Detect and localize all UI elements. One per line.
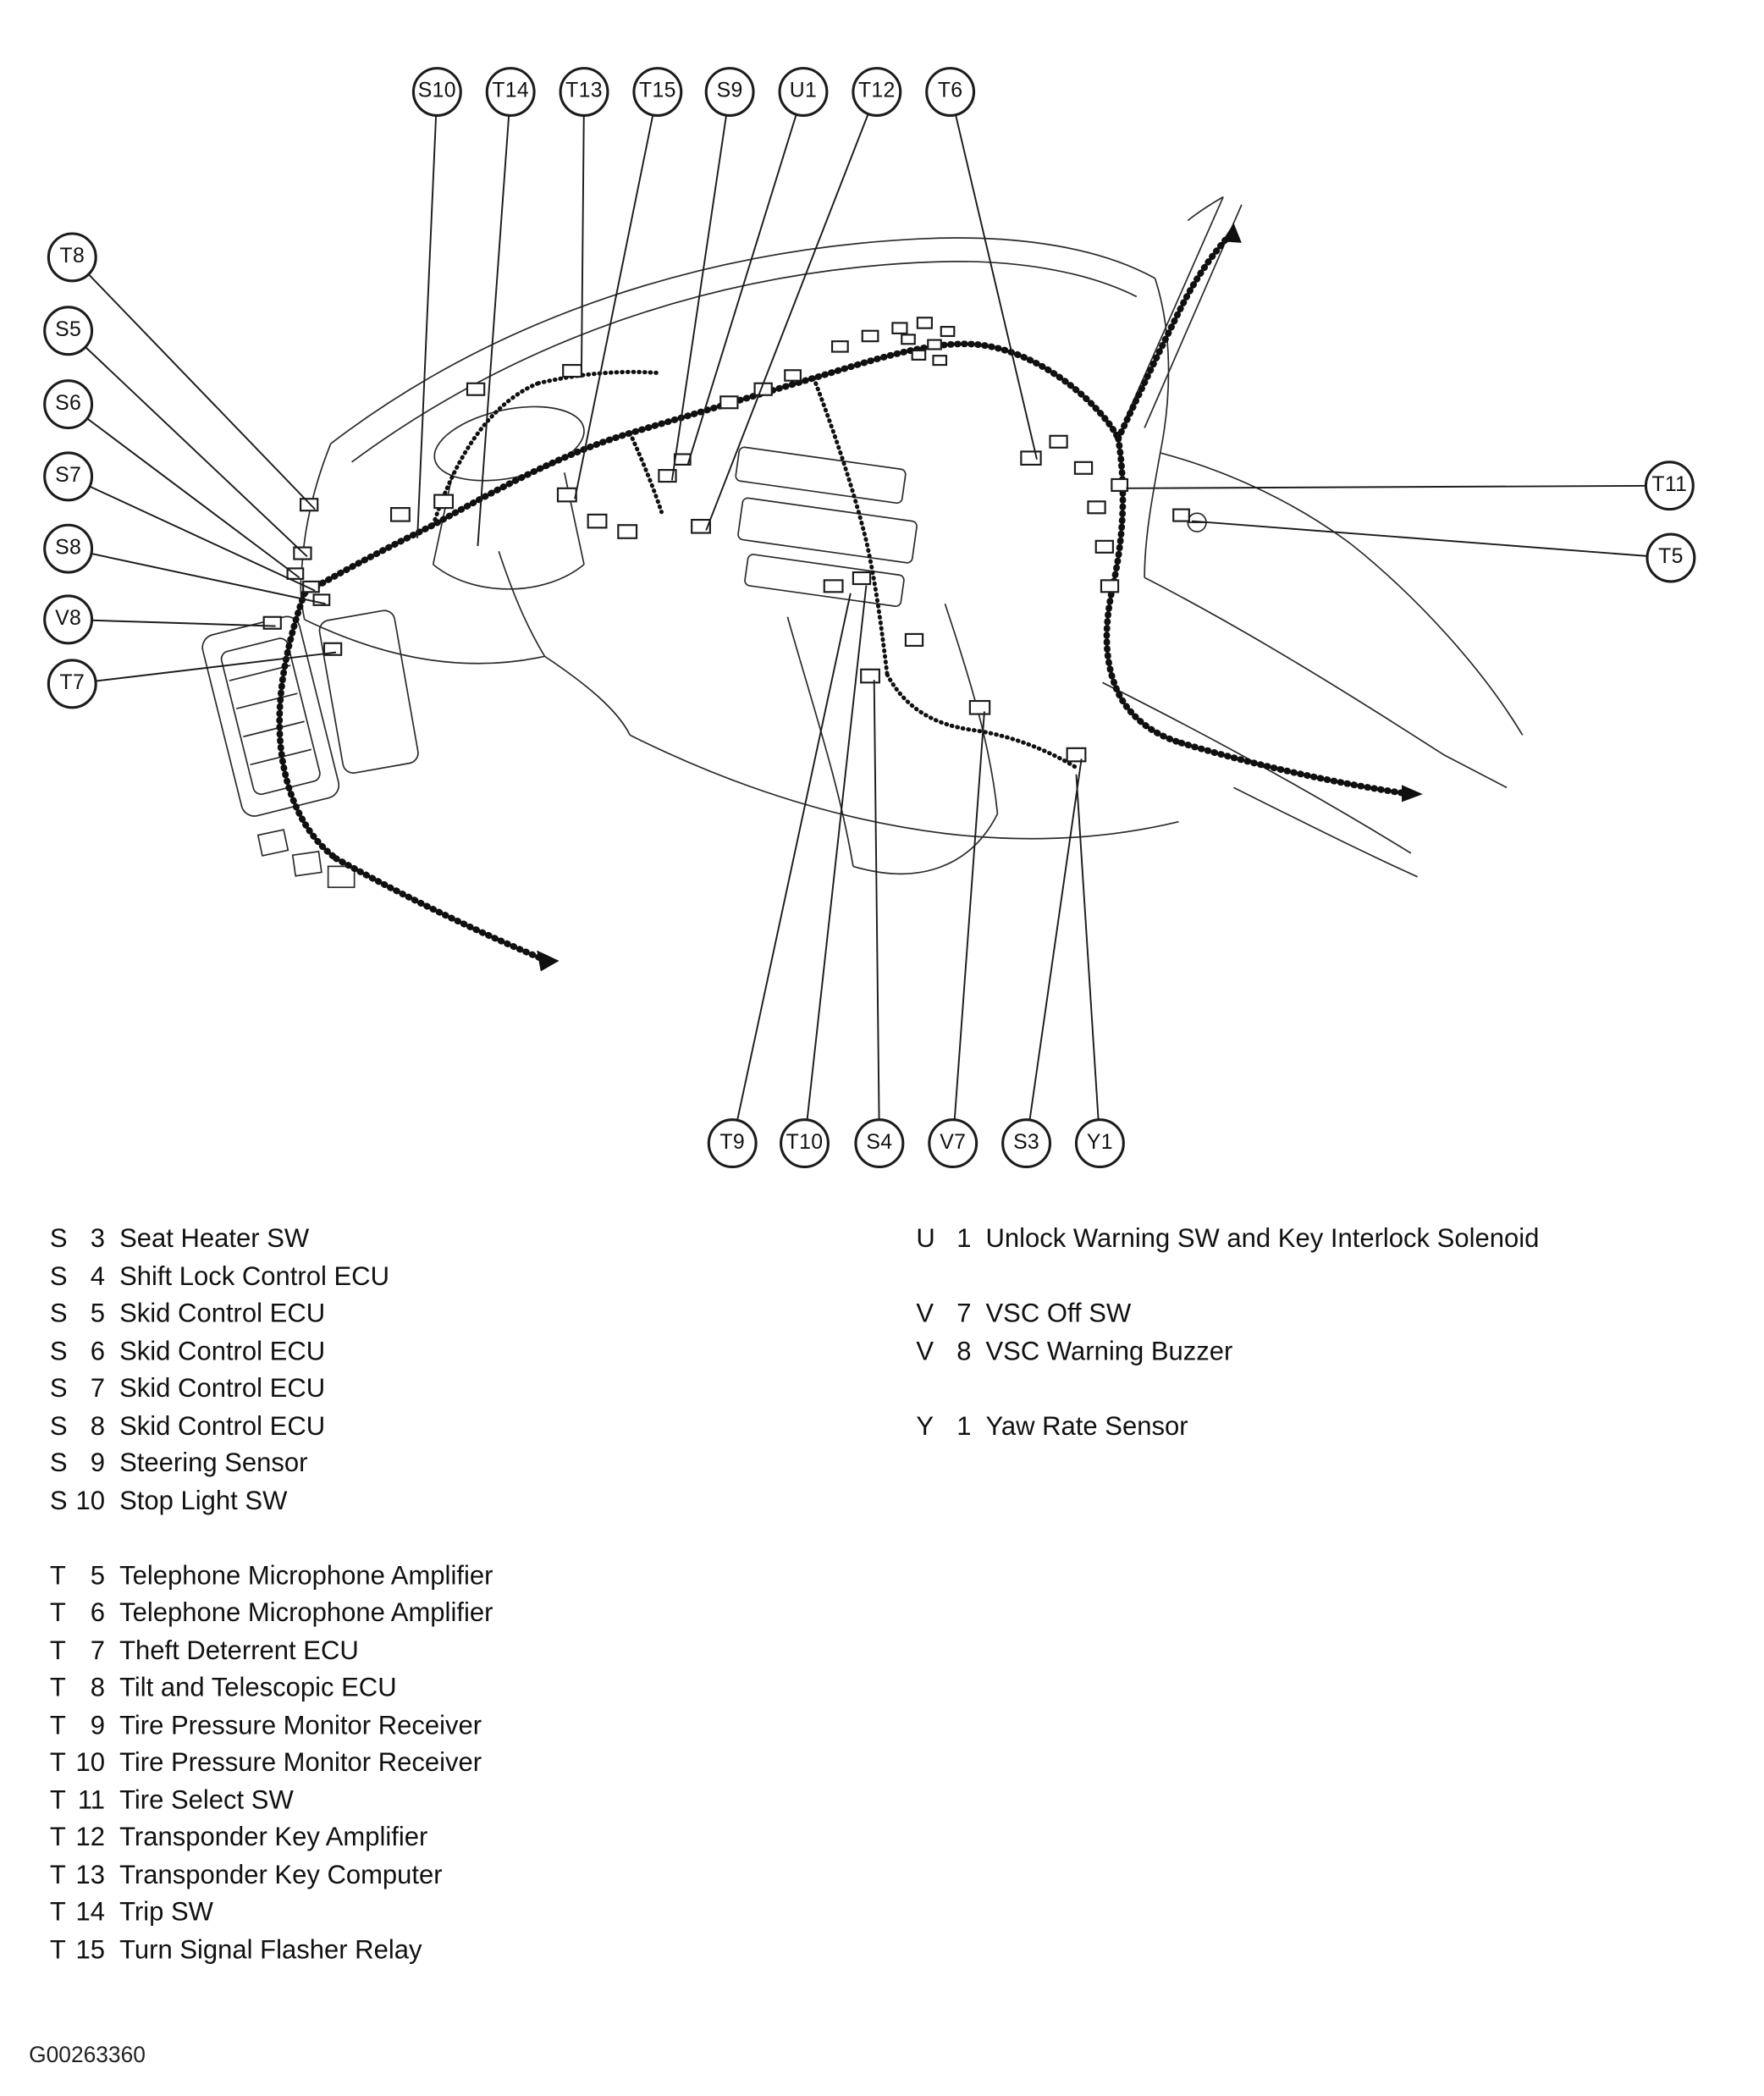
legend-name: Telephone Microphone Amplifier	[119, 1561, 493, 1591]
legend-code: T	[49, 1823, 66, 1852]
callout-S6	[43, 379, 93, 429]
legend-code: S	[49, 1224, 68, 1254]
legend-row-T10	[50, 1745, 493, 1782]
legend-name: Theft Deterrent ECU	[119, 1635, 359, 1665]
legend-num: 7	[90, 1374, 106, 1404]
legend-row-V8	[916, 1333, 1539, 1371]
callout-T8	[47, 232, 97, 282]
legend-code: T	[49, 1635, 66, 1665]
legend-left-column	[50, 1221, 493, 1969]
legend-num: 8	[956, 1337, 972, 1366]
legend-name: Yaw Rate Sensor	[985, 1411, 1188, 1441]
callout-label: S9	[716, 80, 743, 102]
legend-code: Y	[916, 1411, 934, 1441]
legend-row-T15	[50, 1932, 493, 1969]
callout-label: T5	[1658, 546, 1684, 569]
legend-code: T	[49, 1860, 66, 1890]
legend-name: Skid Control ECU	[119, 1374, 326, 1404]
callout-label: Y1	[1086, 1131, 1113, 1154]
callout-T6	[925, 67, 975, 117]
legend-num: 6	[90, 1337, 106, 1366]
legend-code: T	[49, 1785, 66, 1815]
callout-S3	[1001, 1118, 1051, 1168]
callout-T14	[486, 67, 536, 117]
callout-label: V7	[940, 1131, 967, 1154]
legend-code: S	[49, 1374, 68, 1404]
callout-T5	[1645, 533, 1695, 583]
figure-id: G00263360	[29, 2042, 146, 2068]
callout-label: T11	[1651, 473, 1688, 497]
legend-name: Trip SW	[119, 1898, 213, 1928]
legend-num: 1	[956, 1224, 972, 1254]
legend-code: T	[49, 1674, 66, 1703]
legend-row-T12	[50, 1819, 493, 1856]
callout-label: S10	[417, 80, 456, 102]
callout-label: S3	[1013, 1131, 1040, 1154]
legend-name: Skid Control ECU	[119, 1411, 326, 1441]
legend-num: 7	[956, 1299, 972, 1329]
callout-T7	[47, 659, 97, 709]
legend-row-S3	[50, 1221, 493, 1258]
legend-row-S8	[50, 1408, 493, 1445]
callout-label: T9	[719, 1131, 746, 1154]
callout-V8	[43, 594, 93, 644]
legend-name: Tire Select SW	[119, 1785, 294, 1815]
legend-row-V7	[916, 1295, 1539, 1332]
legend-name: VSC Off SW	[985, 1299, 1132, 1329]
legend-row-S10	[50, 1482, 493, 1520]
legend-name: Unlock Warning SW and Key Interlock Solenoid	[985, 1224, 1540, 1254]
callout-S10	[412, 67, 462, 117]
legend-name: Tire Pressure Monitor Receiver	[119, 1748, 482, 1778]
legend-code: V	[916, 1299, 934, 1329]
legend-num: 13	[75, 1860, 106, 1890]
legend-code: T	[49, 1935, 66, 1965]
legend-code: V	[916, 1337, 934, 1366]
legend-name: Skid Control ECU	[119, 1299, 326, 1329]
legend-num: 5	[90, 1299, 106, 1329]
legend-name: VSC Warning Buzzer	[985, 1337, 1233, 1366]
legend-code: S	[49, 1448, 68, 1478]
callout-S7	[43, 451, 93, 501]
legend-code: S	[49, 1299, 68, 1329]
legend-num: 8	[90, 1674, 106, 1703]
callout-T9	[708, 1118, 758, 1168]
legend-name: Telephone Microphone Amplifier	[119, 1598, 493, 1628]
legend-code: T	[49, 1898, 66, 1928]
legend-row-T13	[50, 1856, 493, 1894]
callout-label: S5	[55, 318, 82, 342]
legend-name: Turn Signal Flasher Relay	[119, 1935, 422, 1965]
legend-num: 15	[75, 1935, 106, 1965]
legend-name: Steering Sensor	[119, 1448, 308, 1478]
legend-num: 7	[90, 1635, 106, 1665]
callout-S4	[854, 1118, 904, 1168]
legend-row-T9	[50, 1707, 493, 1745]
legend-name: Seat Heater SW	[119, 1224, 310, 1254]
legend-num: 8	[90, 1411, 106, 1441]
legend-row-T14	[50, 1895, 493, 1932]
callout-label: T14	[492, 80, 530, 102]
legend-name: Tilt and Telescopic ECU	[119, 1674, 397, 1703]
legend-name: Shift Lock Control ECU	[119, 1261, 389, 1292]
legend-num: 12	[75, 1823, 106, 1852]
legend-row-T7	[50, 1632, 493, 1669]
legend-row-S7	[50, 1371, 493, 1408]
callout-label: S4	[866, 1131, 893, 1154]
legend-num: 3	[90, 1224, 106, 1254]
legend-num: 1	[956, 1411, 972, 1441]
legend-code: T	[49, 1561, 66, 1591]
legend-num: 10	[75, 1748, 106, 1778]
callout-label: V8	[55, 607, 82, 631]
legend-num: 10	[75, 1487, 106, 1516]
callout-label: T13	[565, 80, 603, 102]
legend-code: T	[49, 1711, 66, 1740]
legend-num: 14	[75, 1898, 106, 1928]
legend-num: 9	[90, 1448, 106, 1478]
legend-num: 5	[90, 1561, 106, 1591]
callout-T15	[632, 67, 682, 117]
legend-code: S	[49, 1411, 68, 1441]
callout-V7	[928, 1118, 978, 1168]
legend-row-T5	[50, 1558, 493, 1595]
legend-row-S9	[50, 1445, 493, 1482]
legend-row-S5	[50, 1295, 493, 1332]
callout-label: T7	[59, 671, 85, 695]
wiring-harness	[279, 223, 1423, 972]
callout-label: T12	[857, 80, 896, 102]
callout-label: T8	[59, 245, 85, 268]
legend-num: 4	[90, 1261, 106, 1292]
legend-name: Transponder Key Computer	[119, 1860, 443, 1890]
legend-row-T11	[50, 1782, 493, 1819]
callout-label: S8	[55, 537, 82, 560]
legend-code: T	[49, 1748, 66, 1778]
legend-code: T	[49, 1598, 66, 1628]
callout-S8	[43, 524, 93, 574]
callout-S5	[43, 306, 93, 356]
legend-code: S	[49, 1261, 68, 1292]
legend-name: Transponder Key Amplifier	[119, 1823, 428, 1852]
legend-num: 6	[90, 1598, 106, 1628]
callout-label: T15	[638, 80, 676, 102]
legend-row-Y1	[916, 1408, 1539, 1445]
legend-name: Stop Light SW	[119, 1487, 288, 1516]
legend-code: S	[49, 1337, 68, 1366]
legend-row-U1	[916, 1221, 1539, 1258]
legend-row-T8	[50, 1669, 493, 1707]
callout-label: S7	[55, 464, 82, 488]
legend-name: Skid Control ECU	[119, 1337, 326, 1366]
callout-label: T6	[937, 80, 963, 102]
callout-U1	[779, 67, 829, 117]
callout-label: T10	[786, 1131, 824, 1154]
callout-T11	[1645, 461, 1695, 510]
callout-label: S6	[55, 392, 82, 415]
legend-row-T6	[50, 1595, 493, 1632]
legend-right-column	[916, 1221, 1539, 1445]
callout-T10	[780, 1118, 830, 1168]
callout-T12	[852, 67, 901, 117]
legend-code: S	[49, 1487, 68, 1516]
callout-S9	[705, 67, 755, 117]
callout-label: U1	[789, 80, 818, 102]
legend-name: Tire Pressure Monitor Receiver	[119, 1711, 482, 1740]
legend-row-S6	[50, 1333, 493, 1371]
legend-num: 11	[77, 1785, 106, 1815]
legend-num: 9	[90, 1711, 106, 1740]
callout-Y1	[1075, 1118, 1125, 1168]
callout-T13	[560, 67, 609, 117]
legend-code: U	[916, 1224, 935, 1254]
legend-row-S4	[50, 1258, 493, 1295]
